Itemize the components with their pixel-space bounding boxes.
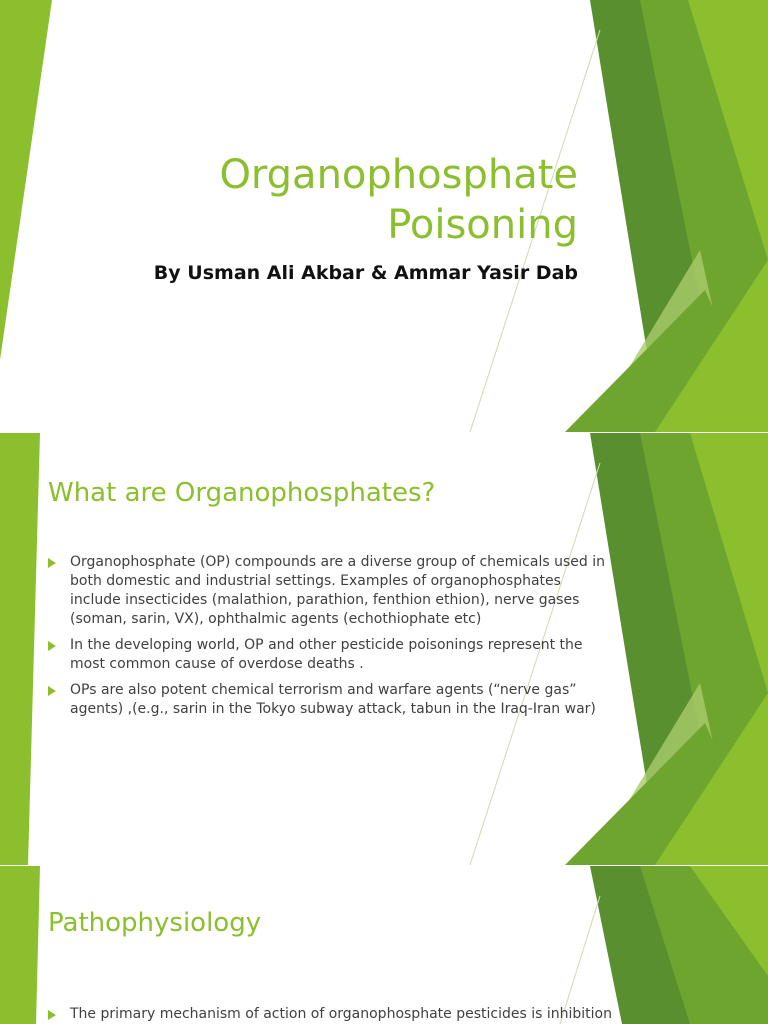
- slide-heading: What are Organophosphates?: [48, 478, 436, 508]
- title-line-1: Organophosphate: [219, 152, 578, 198]
- bullet-list: [48, 1005, 648, 1024]
- decorative-shapes-slide3: [0, 866, 768, 1024]
- presentation-subtitle: By Usman Ali Akbar & Ammar Yasir Dab: [153, 262, 578, 284]
- left-green-sliver: [0, 433, 40, 865]
- slide-title: [0, 0, 768, 432]
- left-green-sliver: [0, 0, 52, 360]
- slide-pathophysiology: [0, 866, 768, 1024]
- slide-what-are-ops: [0, 433, 768, 865]
- bullet-text: OPs are also potent chemical terrorism and warfare agents (“nerve gas” agents) ,(e.g., sarin in the Tokyo subway attack, tabun in the Iraq-Iran war): [70, 682, 596, 717]
- list-item: [48, 553, 608, 629]
- list-item: [48, 681, 608, 719]
- list-item: [48, 636, 608, 674]
- bullet-list: [48, 553, 608, 726]
- bullet-text: The primary mechanism of action of organophosphate pesticides is inhibition: [70, 1006, 612, 1022]
- bullet-arrow-icon: [48, 686, 56, 696]
- bullet-arrow-icon: [48, 641, 56, 651]
- bullet-text: In the developing world, OP and other pesticide poisonings represent the most common cause of overdose deaths .: [70, 637, 583, 672]
- presentation-title: [219, 150, 578, 250]
- bullet-text: Organophosphate (OP) compounds are a diverse group of chemicals used in both domestic and industrial settings. Examples of organophosphates include insecticides (malathion, parathion, fenthion ethion), nerve gases (soman, sarin, VX), ophthalmic agents (echothiophate etc): [70, 554, 605, 627]
- list-item: [48, 1005, 648, 1024]
- bullet-arrow-icon: [48, 558, 56, 568]
- bullet-arrow-icon: [48, 1010, 56, 1020]
- slide-heading: Pathophysiology: [48, 908, 262, 938]
- left-green-sliver: [0, 866, 40, 1024]
- title-line-2: Poisoning: [387, 202, 578, 248]
